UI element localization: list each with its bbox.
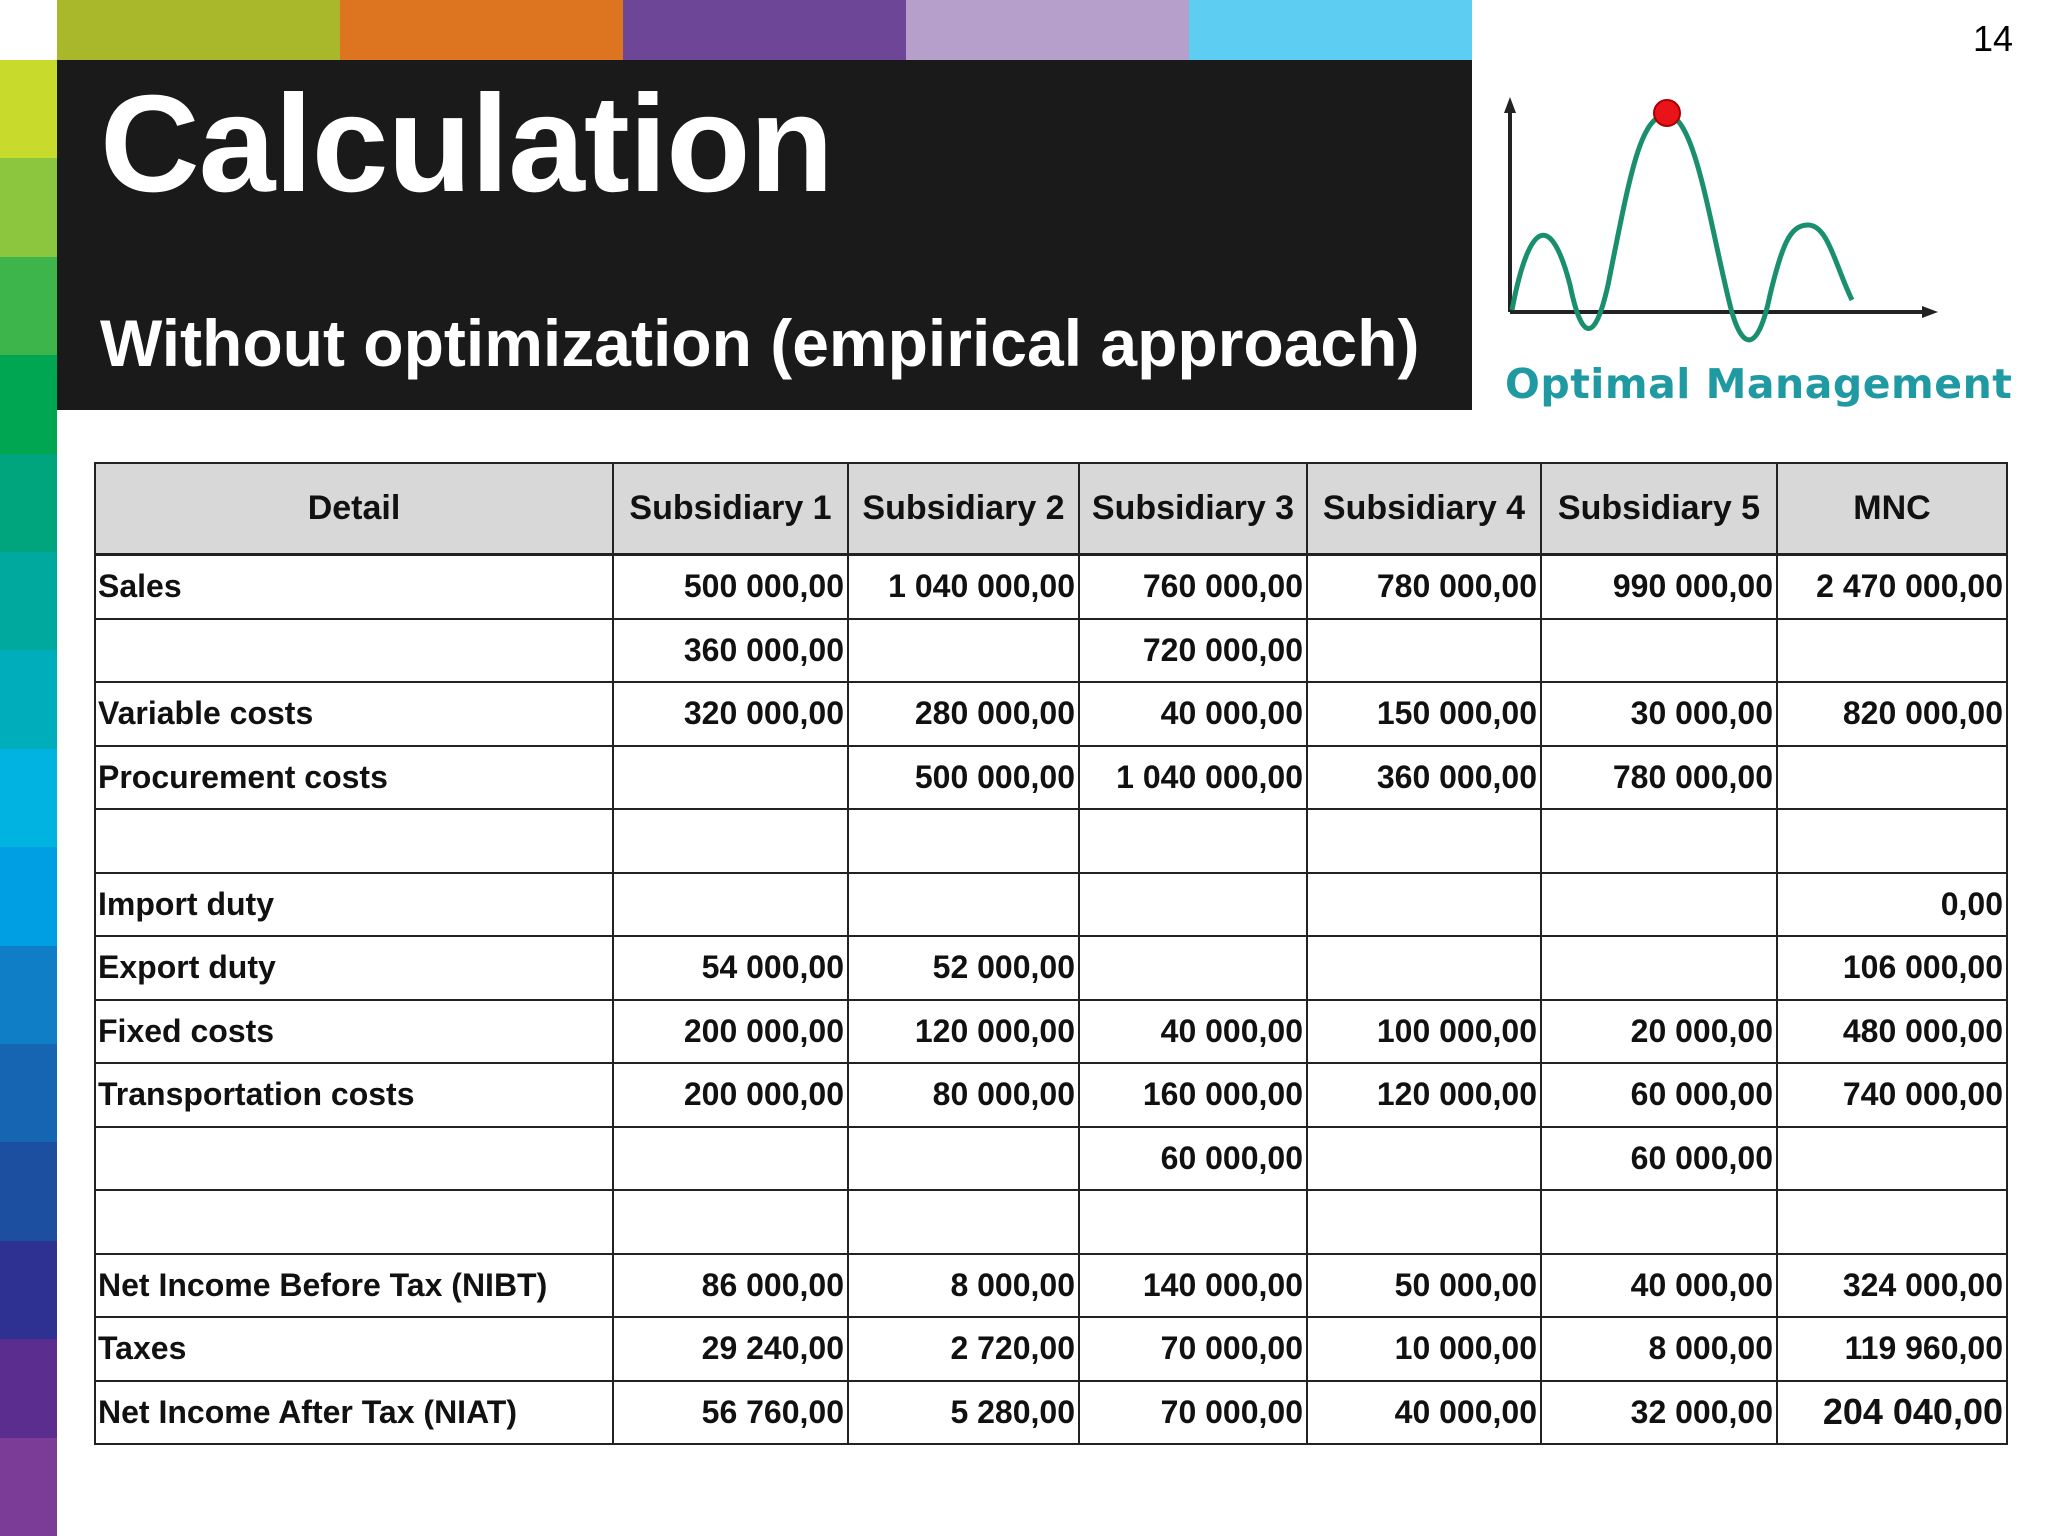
cell-subsidiary-4: 10 000,00	[1307, 1317, 1541, 1381]
cell-subsidiary-2: 1 040 000,00	[848, 555, 1079, 619]
cell-subsidiary-1	[613, 1127, 848, 1191]
cell-mnc: 820 000,00	[1777, 682, 2007, 746]
logo-curve	[1512, 115, 1852, 340]
logo-y-arrow-icon	[1504, 97, 1516, 113]
side-strip-segment	[0, 552, 57, 650]
cell-subsidiary-2	[848, 1190, 1079, 1254]
cell-subsidiary-1: 360 000,00	[613, 619, 848, 683]
cell-subsidiary-2: 5 280,00	[848, 1381, 1079, 1445]
table-row	[95, 1063, 2007, 1127]
cell-mnc	[1777, 809, 2007, 873]
color-segment	[906, 0, 1189, 60]
page-number: 14	[1972, 18, 2013, 59]
cell-subsidiary-4	[1307, 1127, 1541, 1191]
header-subsidiary-2: Subsidiary 2	[848, 463, 1079, 555]
cell-mnc: 106 000,00	[1777, 936, 2007, 1000]
cell-subsidiary-3	[1079, 873, 1307, 937]
side-strip-segment	[0, 257, 57, 355]
side-strip-segment	[0, 1241, 57, 1339]
cell-subsidiary-2: 280 000,00	[848, 682, 1079, 746]
cell-subsidiary-4: 100 000,00	[1307, 1000, 1541, 1064]
cell-subsidiary-3: 140 000,00	[1079, 1254, 1307, 1318]
table-row	[95, 936, 2007, 1000]
calculation-table	[94, 462, 2008, 1445]
logo-peak-dot	[1654, 100, 1680, 126]
side-strip-segment	[0, 1044, 57, 1142]
row-label: Import duty	[95, 873, 613, 937]
cell-mnc: 740 000,00	[1777, 1063, 2007, 1127]
color-segment	[623, 0, 906, 60]
cell-subsidiary-1: 320 000,00	[613, 682, 848, 746]
row-label	[95, 1127, 613, 1191]
header-subsidiary-1: Subsidiary 1	[613, 463, 848, 555]
cell-subsidiary-4	[1307, 809, 1541, 873]
row-label: Net Income After Tax (NIAT)	[95, 1381, 613, 1445]
row-label: Transportation costs	[95, 1063, 613, 1127]
table-row	[95, 1127, 2007, 1191]
cell-mnc	[1777, 619, 2007, 683]
table-header-row	[95, 463, 2007, 555]
cell-mnc	[1777, 746, 2007, 810]
table-row	[95, 809, 2007, 873]
cell-subsidiary-5	[1541, 1190, 1777, 1254]
table-row	[95, 1190, 2007, 1254]
cell-subsidiary-3: 70 000,00	[1079, 1317, 1307, 1381]
table-row	[95, 682, 2007, 746]
cell-subsidiary-5	[1541, 619, 1777, 683]
cell-subsidiary-4	[1307, 873, 1541, 937]
cell-subsidiary-1: 200 000,00	[613, 1063, 848, 1127]
header-subsidiary-5: Subsidiary 5	[1541, 463, 1777, 555]
table-row	[95, 1000, 2007, 1064]
cell-subsidiary-4: 50 000,00	[1307, 1254, 1541, 1318]
row-label: Sales	[95, 555, 613, 619]
side-strip-segment	[0, 847, 57, 945]
cell-subsidiary-1: 200 000,00	[613, 1000, 848, 1064]
cell-subsidiary-2: 120 000,00	[848, 1000, 1079, 1064]
cell-subsidiary-3	[1079, 936, 1307, 1000]
header-mnc: MNC	[1777, 463, 2007, 555]
row-label: Taxes	[95, 1317, 613, 1381]
page-title: Calculation	[100, 67, 833, 221]
side-color-strip	[0, 60, 57, 1536]
cell-subsidiary-3: 1 040 000,00	[1079, 746, 1307, 810]
cell-subsidiary-1	[613, 1190, 848, 1254]
side-strip-segment	[0, 1142, 57, 1240]
side-strip-segment	[0, 1438, 57, 1536]
side-strip-segment	[0, 454, 57, 552]
cell-subsidiary-2: 52 000,00	[848, 936, 1079, 1000]
cell-subsidiary-1	[613, 809, 848, 873]
cell-mnc: 119 960,00	[1777, 1317, 2007, 1381]
cell-subsidiary-1: 29 240,00	[613, 1317, 848, 1381]
cell-subsidiary-1: 500 000,00	[613, 555, 848, 619]
cell-subsidiary-5: 32 000,00	[1541, 1381, 1777, 1445]
cell-subsidiary-4: 360 000,00	[1307, 746, 1541, 810]
side-strip-segment	[0, 650, 57, 748]
table-row	[95, 1317, 2007, 1381]
cell-subsidiary-3	[1079, 809, 1307, 873]
side-strip-segment	[0, 60, 57, 158]
cell-subsidiary-5	[1541, 936, 1777, 1000]
row-label: Net Income Before Tax (NIBT)	[95, 1254, 613, 1318]
logo-x-arrow-icon	[1922, 306, 1938, 318]
cell-subsidiary-2: 8 000,00	[848, 1254, 1079, 1318]
cell-subsidiary-4	[1307, 936, 1541, 1000]
cell-subsidiary-4: 780 000,00	[1307, 555, 1541, 619]
cell-mnc: 324 000,00	[1777, 1254, 2007, 1318]
top-color-bar	[57, 0, 1472, 60]
cell-subsidiary-3: 60 000,00	[1079, 1127, 1307, 1191]
cell-subsidiary-5: 60 000,00	[1541, 1127, 1777, 1191]
cell-subsidiary-2	[848, 809, 1079, 873]
cell-subsidiary-5: 20 000,00	[1541, 1000, 1777, 1064]
cell-subsidiary-5: 40 000,00	[1541, 1254, 1777, 1318]
cell-subsidiary-5	[1541, 809, 1777, 873]
row-label	[95, 1190, 613, 1254]
cell-subsidiary-1: 56 760,00	[613, 1381, 848, 1445]
side-strip-segment	[0, 1339, 57, 1437]
cell-subsidiary-3: 720 000,00	[1079, 619, 1307, 683]
cell-subsidiary-2: 80 000,00	[848, 1063, 1079, 1127]
cell-subsidiary-5	[1541, 873, 1777, 937]
header-detail: Detail	[95, 463, 613, 555]
cell-mnc: 0,00	[1777, 873, 2007, 937]
row-label: Procurement costs	[95, 746, 613, 810]
cell-subsidiary-2	[848, 619, 1079, 683]
side-strip-segment	[0, 749, 57, 847]
side-strip-segment	[0, 355, 57, 453]
cell-subsidiary-4	[1307, 1190, 1541, 1254]
row-label: Export duty	[95, 936, 613, 1000]
cell-subsidiary-3: 760 000,00	[1079, 555, 1307, 619]
side-strip-segment	[0, 946, 57, 1044]
row-label: Fixed costs	[95, 1000, 613, 1064]
page-subtitle: Without optimization (empirical approach)	[100, 306, 1420, 380]
table-row	[95, 619, 2007, 683]
cell-subsidiary-5: 990 000,00	[1541, 555, 1777, 619]
side-strip-segment	[0, 158, 57, 256]
cell-subsidiary-1: 86 000,00	[613, 1254, 848, 1318]
cell-subsidiary-4: 120 000,00	[1307, 1063, 1541, 1127]
cell-subsidiary-5: 8 000,00	[1541, 1317, 1777, 1381]
cell-mnc	[1777, 1190, 2007, 1254]
cell-subsidiary-5: 60 000,00	[1541, 1063, 1777, 1127]
table-row	[95, 746, 2007, 810]
row-label: Variable costs	[95, 682, 613, 746]
table-row	[95, 555, 2007, 619]
cell-subsidiary-3: 40 000,00	[1079, 1000, 1307, 1064]
cell-subsidiary-1	[613, 746, 848, 810]
cell-subsidiary-3: 40 000,00	[1079, 682, 1307, 746]
cell-subsidiary-3	[1079, 1190, 1307, 1254]
cell-subsidiary-1	[613, 873, 848, 937]
cell-mnc: 2 470 000,00	[1777, 555, 2007, 619]
row-label	[95, 619, 613, 683]
cell-subsidiary-2: 2 720,00	[848, 1317, 1079, 1381]
cell-subsidiary-3: 160 000,00	[1079, 1063, 1307, 1127]
cell-subsidiary-3: 70 000,00	[1079, 1381, 1307, 1445]
cell-subsidiary-4: 40 000,00	[1307, 1381, 1541, 1445]
table-row	[95, 873, 2007, 937]
color-segment	[57, 0, 340, 60]
cell-subsidiary-5: 780 000,00	[1541, 746, 1777, 810]
header-subsidiary-4: Subsidiary 4	[1307, 463, 1541, 555]
cell-mnc	[1777, 1127, 2007, 1191]
cell-mnc: 480 000,00	[1777, 1000, 2007, 1064]
header-subsidiary-3: Subsidiary 3	[1079, 463, 1307, 555]
cell-subsidiary-1: 54 000,00	[613, 936, 848, 1000]
color-segment	[1189, 0, 1472, 60]
table-row	[95, 1381, 2007, 1445]
color-segment	[340, 0, 623, 60]
logo-caption: Optimal Management	[1505, 360, 2013, 408]
cell-subsidiary-2	[848, 1127, 1079, 1191]
cell-mnc: 204 040,00	[1777, 1381, 2007, 1445]
row-label	[95, 809, 613, 873]
table-row	[95, 1254, 2007, 1318]
cell-subsidiary-4: 150 000,00	[1307, 682, 1541, 746]
cell-subsidiary-2: 500 000,00	[848, 746, 1079, 810]
cell-subsidiary-4	[1307, 619, 1541, 683]
cell-subsidiary-5: 30 000,00	[1541, 682, 1777, 746]
cell-subsidiary-2	[848, 873, 1079, 937]
